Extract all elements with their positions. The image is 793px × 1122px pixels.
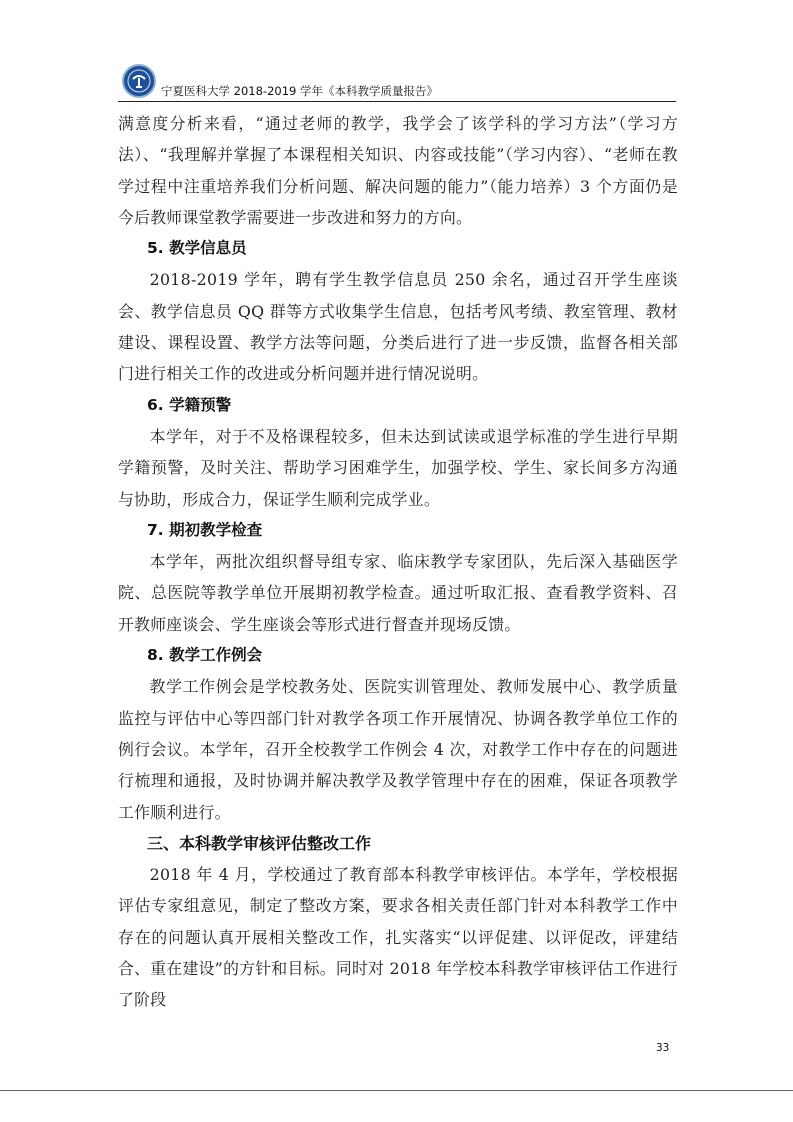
section-heading-audit-rectification: 三、本科教学审核评估整改工作 (147, 833, 372, 853)
paragraph-intro: 满意度分析来看，“通过老师的教学，我学会了该学科的学习方法”（学习方法）、“我理解并掌握了本课程相关知识、内容或技能”（学习内容）、“老师在教学过程中注重培养我们分析问题、解决问题的能力”（能力培养）3 个方面仍是今后教师课堂教学需要进一步改进和努力的方向。 (118, 114, 678, 227)
header-divider (118, 101, 676, 102)
header-title: 宁夏医科大学 2018-2019 学年《本科教学质量报告》 (161, 84, 438, 98)
paragraph-audit-rectification: 2018 年 4 月，学校通过了教育部本科教学审核评估。本学年，学校根据评估专家组意见，制定了整改方案，要求各相关责任部门针对本科教学工作中存在的问题认真开展相关整改工作，扎实落实“以评促建、以评促改，评建结合、重在建设”的方针和目标。同时对 2018 年学校本科教学审核评估工作进行了阶段 (118, 865, 678, 1010)
section-heading-teaching-informants: 5. 教学信息员 (147, 239, 247, 258)
footer-divider (0, 1090, 793, 1091)
paragraph-teaching-meeting: 教学工作例会是学校教务处、医院实训管理处、教师发展中心、教学质量监控与评估中心等四部门针对教学各项工作开展情况、协调各教学单位工作的例行会议。本学年，召开全校教学工作例会 4 次，对教学工作中存在的问题进行梳理和通报，及时协调并解决教学及教学管理中存在的困难，保证各项教学工作顺利进行。 (118, 677, 678, 822)
page-number: 33 (656, 1042, 670, 1054)
section-heading-academic-warning: 6. 学籍预警 (147, 395, 232, 414)
main-content (118, 108, 678, 1016)
page-header (118, 62, 676, 106)
section-heading-teaching-meeting: 8. 教学工作例会 (147, 646, 263, 665)
paragraph-teaching-informants: 2018-2019 学年，聘有学生教学信息员 250 余名，通过召开学生座谈会、教学信息员 QQ 群等方式收集学生信息，包括考风考绩、教室管理、教材建设、课程设置、教学方法等问题，分类后进行了进一步反馈，监督各相关部门进行相关工作的改进或分析问题并进行情况说明。 (118, 270, 678, 384)
university-emblem-icon (122, 64, 156, 98)
section-heading-initial-inspection: 7. 期初教学检查 (147, 520, 263, 539)
paragraph-initial-inspection: 本学年，两批次组织督导组专家、临床教学专家团队，先后深入基础医学院、总医院等教学单位开展期初教学检查。通过听取汇报、查看教学资料、召开教师座谈会、学生座谈会等形式进行督查并现场反馈。 (118, 552, 678, 634)
paragraph-academic-warning: 本学年，对于不及格课程较多，但未达到试读或退学标准的学生进行早期学籍预警，及时关注、帮助学习困难学生，加强学校、学生、家长间多方沟通与协助，形成合力，保证学生顺利完成学业。 (118, 426, 678, 509)
